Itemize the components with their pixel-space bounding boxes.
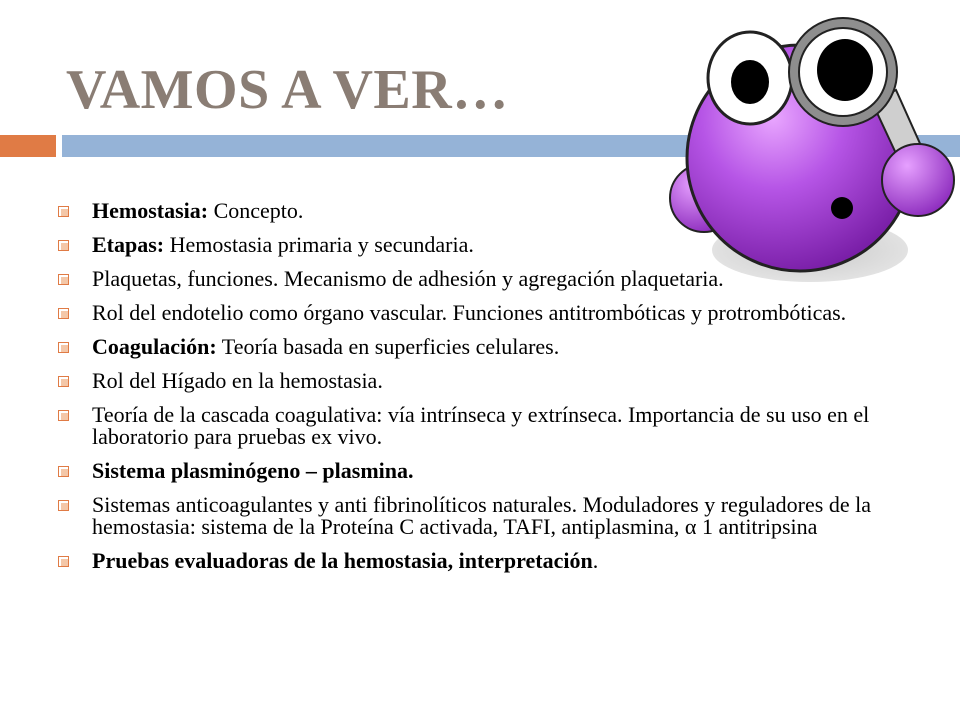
list-item <box>56 494 916 538</box>
slide-title: VAMOS A VER… <box>66 59 509 121</box>
square-bullet-icon <box>58 240 69 251</box>
item-text: Rol del Hígado en la hemostasia. <box>92 368 383 393</box>
item-text: Teoría de la cascada coagulativa: vía intrínseca y extrínseca. Importancia de su uso en el laboratorio para pruebas ex vivo. <box>92 402 870 449</box>
list-item <box>56 370 916 392</box>
accent-bar-orange <box>0 135 56 157</box>
list-item <box>56 550 916 572</box>
square-bullet-icon <box>58 500 69 511</box>
item-text: Rol del endotelio como órgano vascular. Funciones antitrombóticas y protrombóticas. <box>92 300 847 325</box>
square-bullet-icon <box>58 376 69 387</box>
item-bold-text: Etapas: <box>92 232 165 257</box>
item-bold-text: Coagulación: <box>92 334 217 359</box>
item-text: . <box>592 548 599 573</box>
item-text: Teoría basada en superficies celulares. <box>216 334 560 359</box>
square-bullet-icon <box>58 410 69 421</box>
list-item <box>56 404 916 448</box>
item-text: Plaquetas, funciones. Mecanismo de adhesión y agregación plaquetaria. <box>92 266 724 291</box>
item-text: Concepto. <box>208 198 304 223</box>
item-text: Sistemas anticoagulantes y anti fibrinolíticos naturales. Moduladores y reguladores de la hemostasia: sistema de la Proteína C activada, TAFI, antiplasmina, α 1 antitripsina <box>92 492 871 539</box>
list-item <box>56 302 916 324</box>
square-bullet-icon <box>58 556 69 567</box>
item-bold-text: Hemostasia: <box>92 198 209 223</box>
square-bullet-icon <box>58 274 69 285</box>
square-bullet-icon <box>58 206 69 217</box>
purple-ball-magnifier-mascot-icon <box>660 10 960 290</box>
square-bullet-icon <box>58 342 69 353</box>
list-item <box>56 336 916 358</box>
square-bullet-icon <box>58 308 69 319</box>
item-text: Hemostasia primaria y secundaria. <box>164 232 474 257</box>
list-item <box>56 460 916 482</box>
item-bold-text: Sistema plasminógeno – plasmina. <box>92 458 414 483</box>
square-bullet-icon <box>58 466 69 477</box>
item-bold-text: Pruebas evaluadoras de la hemostasia, interpretación <box>92 548 593 573</box>
